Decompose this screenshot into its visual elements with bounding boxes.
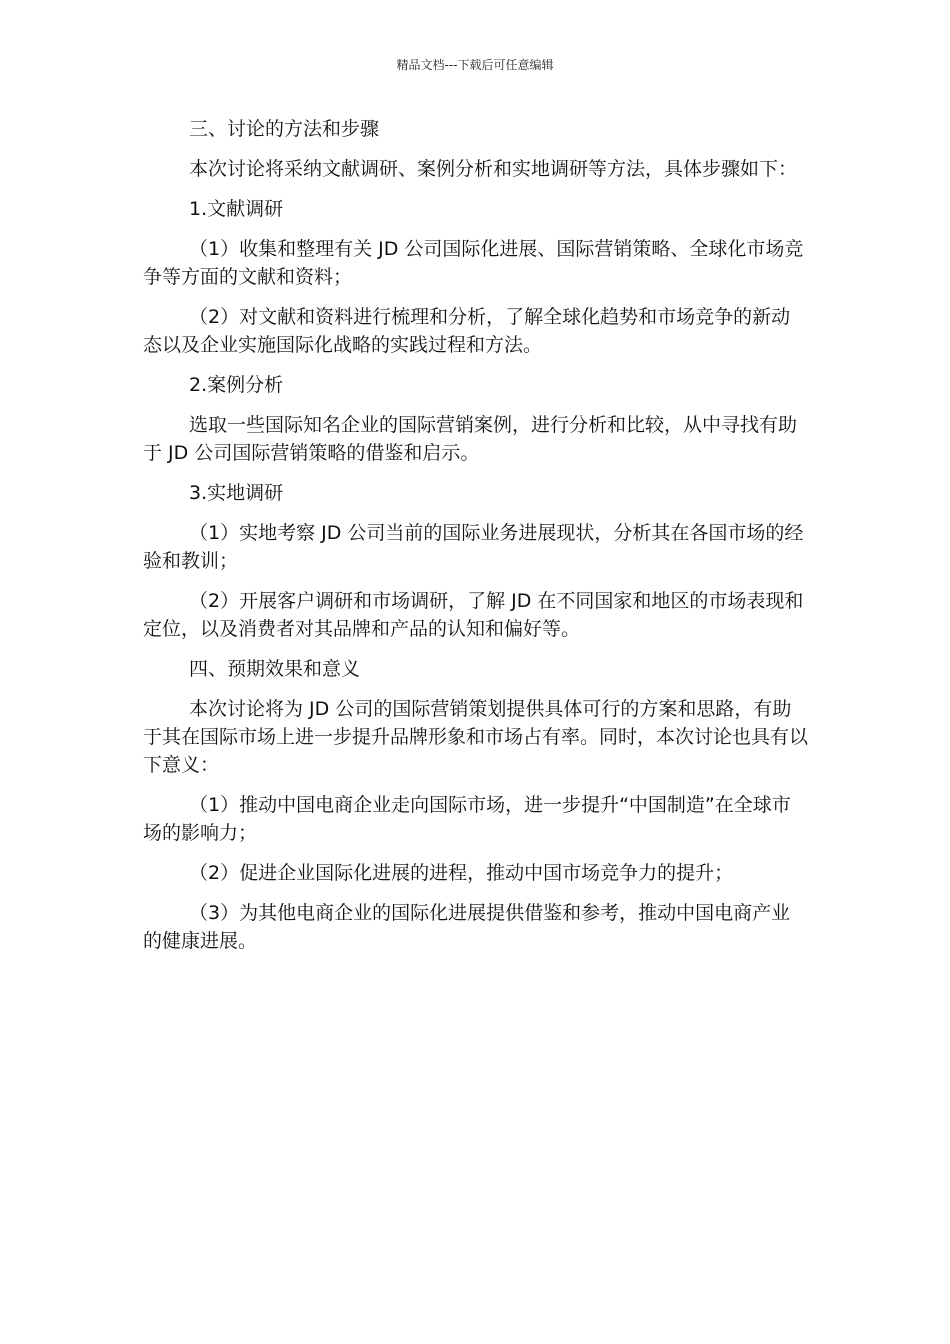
paragraph-significance-3: （3）为其他电商企业的国际化进展提供借鉴和参考，推动中国电商产业的健康进展。	[143, 902, 791, 952]
page-header: 精品文档---下载后可任意编辑	[396, 58, 554, 72]
paragraph-methods-intro: 本次讨论将采纳文献调研、案例分析和实地调研等方法，具体步骤如下：	[189, 158, 798, 180]
paragraph-significance-1: （1）推动中国电商企业走向国际市场，进一步提升“中国制造”在全球市场的影响力；	[143, 794, 791, 844]
paragraph-significance-2: （2）促进企业国际化进展的进程，推动中国市场竞争力的提升；	[189, 862, 734, 884]
document-body	[143, 115, 808, 967]
paragraph-case-analysis: 选取一些国际知名企业的国际营销案例，进行分析和比较，从中寻找有助于 JD 公司国际营销策略的借鉴和启示。	[143, 414, 798, 464]
paragraph-literature-1: （1）收集和整理有关 JD 公司国际化进展、国际营销策略、全球化市场竞争等方面的文献和资料；	[143, 238, 804, 288]
subheading-literature: 1.文献调研	[189, 198, 284, 220]
paragraph-field-1: （1）实地考察 JD 公司当前的国际业务进展现状，分析其在各国市场的经验和教训；	[143, 522, 804, 572]
paragraph-field-2: （2）开展客户调研和市场调研，了解 JD 在不同国家和地区的市场表现和定位，以及消费者对其品牌和产品的认知和偏好等。	[143, 590, 804, 640]
paragraph-literature-2: （2）对文献和资料进行梳理和分析，了解全球化趋势和市场竞争的新动态以及企业实施国际化战略的实践过程和方法。	[143, 306, 791, 356]
subheading-field-research: 3.实地调研	[189, 482, 284, 504]
section-heading-methods: 三、讨论的方法和步骤	[189, 118, 380, 140]
paragraph-expected-intro: 本次讨论将为 JD 公司的国际营销策划提供具体可行的方案和思路，有助于其在国际市场上进一步提升品牌形象和市场占有率。同时，本次讨论也具有以下意义：	[143, 698, 809, 776]
subheading-case-analysis: 2.案例分析	[189, 374, 284, 396]
section-heading-expected: 四、预期效果和意义	[189, 658, 361, 680]
